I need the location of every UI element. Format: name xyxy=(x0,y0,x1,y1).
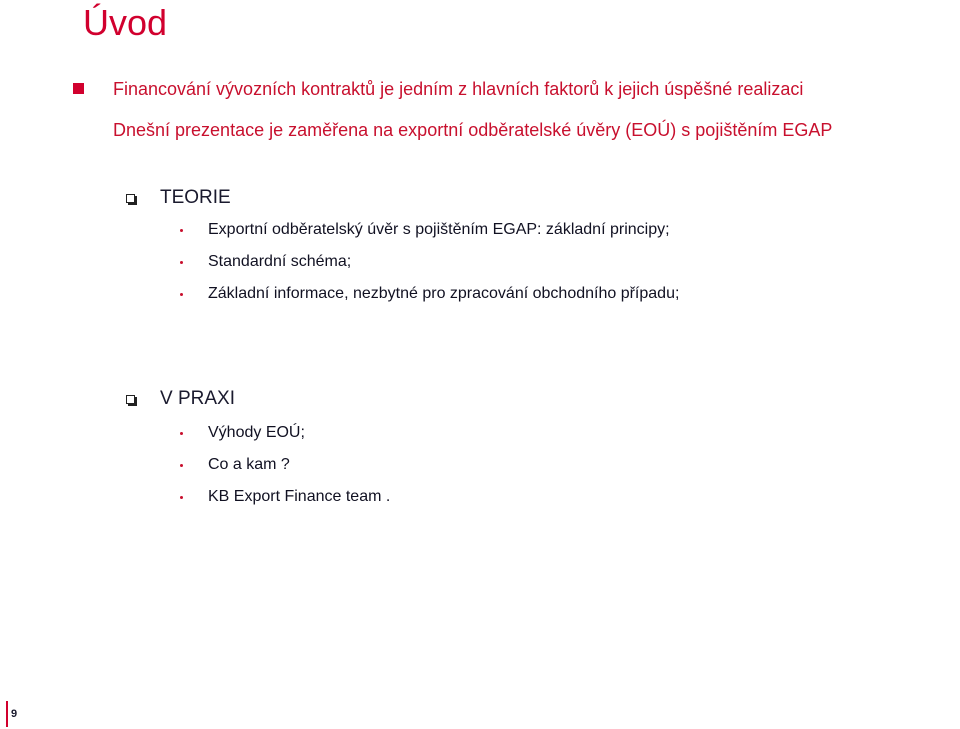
section-label: V PRAXI xyxy=(160,388,235,409)
page-number: 9 xyxy=(11,708,18,720)
dot-bullet-icon xyxy=(180,496,183,499)
list-item-text: Výhody EOÚ; xyxy=(208,424,305,441)
section-label: TEORIE xyxy=(160,187,231,208)
intro-text-line-1: Financování vývozních kontraktů je jedním z hlavních faktorů k jejich úspěšné realizaci xyxy=(113,79,804,99)
list-item-text: Základní informace, nezbytné pro zpracování obchodního případu; xyxy=(208,285,680,302)
list-item-text: Co a kam ? xyxy=(208,456,290,473)
list-item-text: Standardní schéma; xyxy=(208,253,352,270)
footer-accent-bar xyxy=(6,701,8,727)
square-bullet-icon xyxy=(73,83,84,94)
dot-bullet-icon xyxy=(180,293,183,296)
checkbox-bullet-icon xyxy=(126,395,135,404)
slide-title: Úvod xyxy=(83,2,168,43)
intro-text-line-2: Dnešní prezentace je zaměřena na exportní odběratelské úvěry (EOÚ) s pojištěním EGAP xyxy=(113,120,833,140)
dot-bullet-icon xyxy=(180,261,183,264)
dot-bullet-icon xyxy=(180,464,183,467)
list-item-text: Exportní odběratelský úvěr s pojištěním EGAP: základní principy; xyxy=(208,221,670,238)
dot-bullet-icon xyxy=(180,432,183,435)
checkbox-bullet-icon xyxy=(126,194,135,203)
list-item-text: KB Export Finance team . xyxy=(208,488,391,505)
dot-bullet-icon xyxy=(180,229,183,232)
